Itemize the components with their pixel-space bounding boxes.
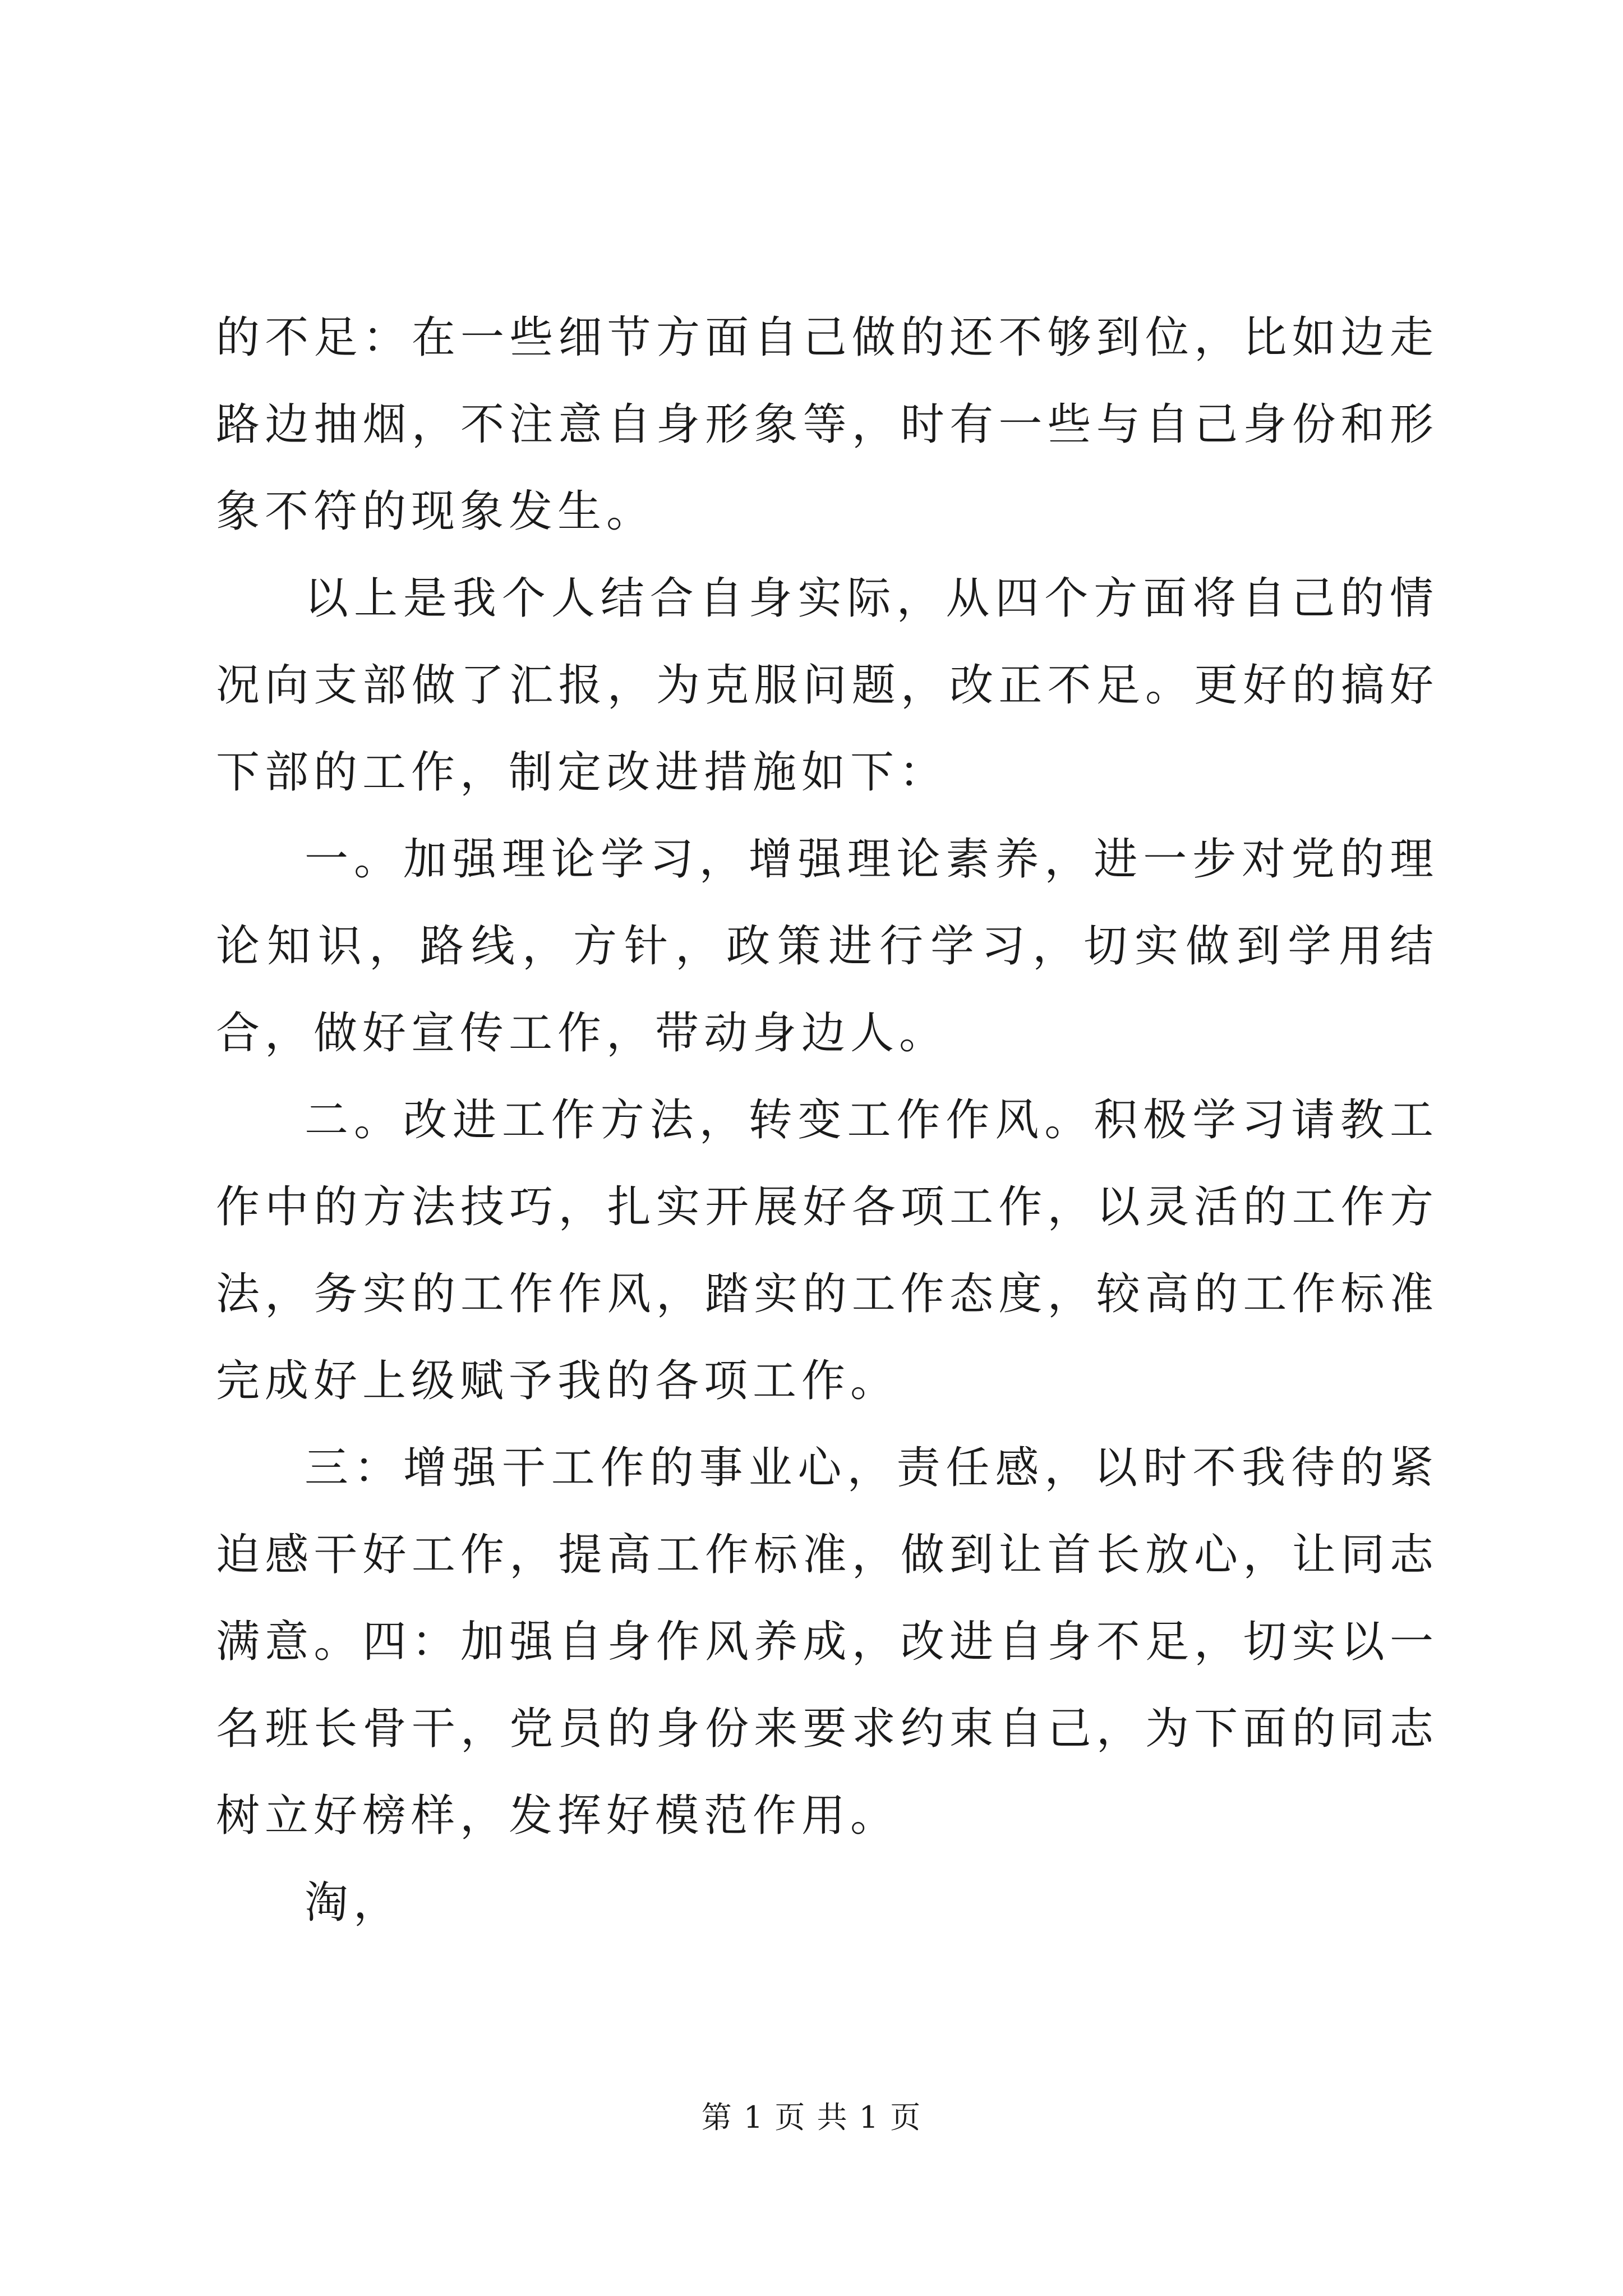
paragraph-6: 淘， [305,1878,403,1928]
paragraph-2: 以上是我个人结合自身实际，从四个方面将自己的情况向支部做了汇报，为克服问题，改正不足。更好的搞好下部的工作，制定改进措施如下： [216,573,1438,798]
paragraph-1: 的不足：在一些细节方面自己做的还不够到位，比如边走路边抽烟，不注意自身形象等，时有一些与自己身份和形象不符的现象发生。 [216,312,1438,537]
page-footer: 第 1 页 共 1 页 [701,2100,922,2135]
document-body [216,295,1438,1947]
paragraph-3: 一。加强理论学习，增强理论素养，进一步对党的理论知识，路线，方针，政策进行学习，切实做到学用结合，做好宣传工作，带动身边人。 [216,834,1438,1059]
paragraph-4: 二。改进工作方法，转变工作作风。积极学习请教工作中的方法技巧，扎实开展好各项工作，以灵活的工作方法，务实的工作作风，踏实的工作态度，较高的工作标准完成好上级赋予我的各项工作。 [216,1095,1438,1406]
paragraph-5: 三：增强干工作的事业心，责任感，以时不我待的紧迫感干好工作，提高工作标准，做到让首长放心，让同志满意。四：加强自身作风养成，改进自身不足，切实以一名班长骨干，党员的身份来要求约束自己，为下面的同志树立好榜样，发挥好模范作用。 [216,1443,1438,1841]
